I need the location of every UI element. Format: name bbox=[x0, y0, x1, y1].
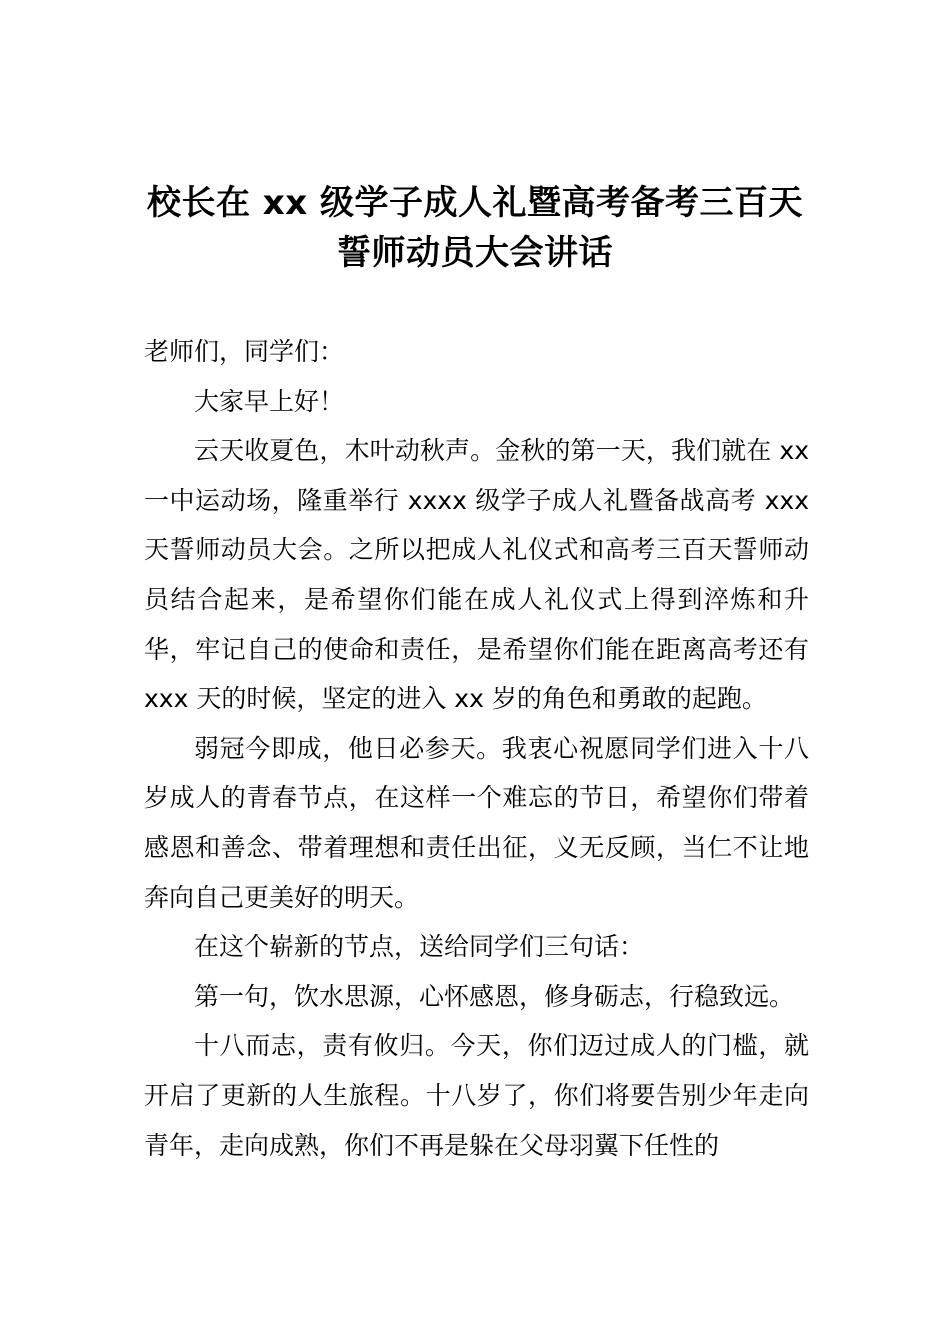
paragraph-greeting: 大家早上好！ bbox=[194, 386, 345, 416]
paragraph-eighteen: 十八而志，责有攸归。今天，你们迈过成人的门槛，就开启了更新的人生旅程。十八岁了，你们将要告别少年走向青年，走向成熟，你们不再是躲在父母羽翼下任性的 bbox=[144, 1031, 809, 1160]
paragraph-three-sentences: 在这个崭新的节点，送给同学们三句话： bbox=[194, 932, 645, 962]
paragraph-first-sentence: 第一句，饮水思源，心怀感恩，修身砺志，行稳致远。 bbox=[194, 981, 795, 1011]
document-title bbox=[120, 178, 830, 278]
paragraph-opening: 云天收夏色，木叶动秋声。金秋的第一天，我们就在 xx 一中运动场，隆重举行 xxxx 级学子成人礼暨备战高考 xxx 天誓师动员大会。之所以把成人礼仪式和高考三百天誓师动员结合起来，是希望你们能在成人礼仪式上得到淬炼和升华，牢记自己的使命和责任，是希望你们能在距离高考还有 xxx 天的时候，坚定的进入 xx 岁的角色和勇敢的起跑。 bbox=[144, 436, 809, 714]
document-body bbox=[144, 327, 809, 1170]
salutation: 老师们，同学们： bbox=[144, 337, 345, 366]
title-line-1: 校长在 xx 级学子成人礼暨高考备考三百天 bbox=[146, 183, 804, 223]
title-line-2: 誓师动员大会讲话 bbox=[337, 233, 613, 273]
paragraph-wishes: 弱冠今即成，他日必参天。我衷心祝愿同学们进入十八岁成人的青春节点，在这样一个难忘的节日，希望你们带着感恩和善念、带着理想和责任出征，义无反顾，当仁不让地奔向自己更美好的明天。 bbox=[144, 733, 809, 912]
